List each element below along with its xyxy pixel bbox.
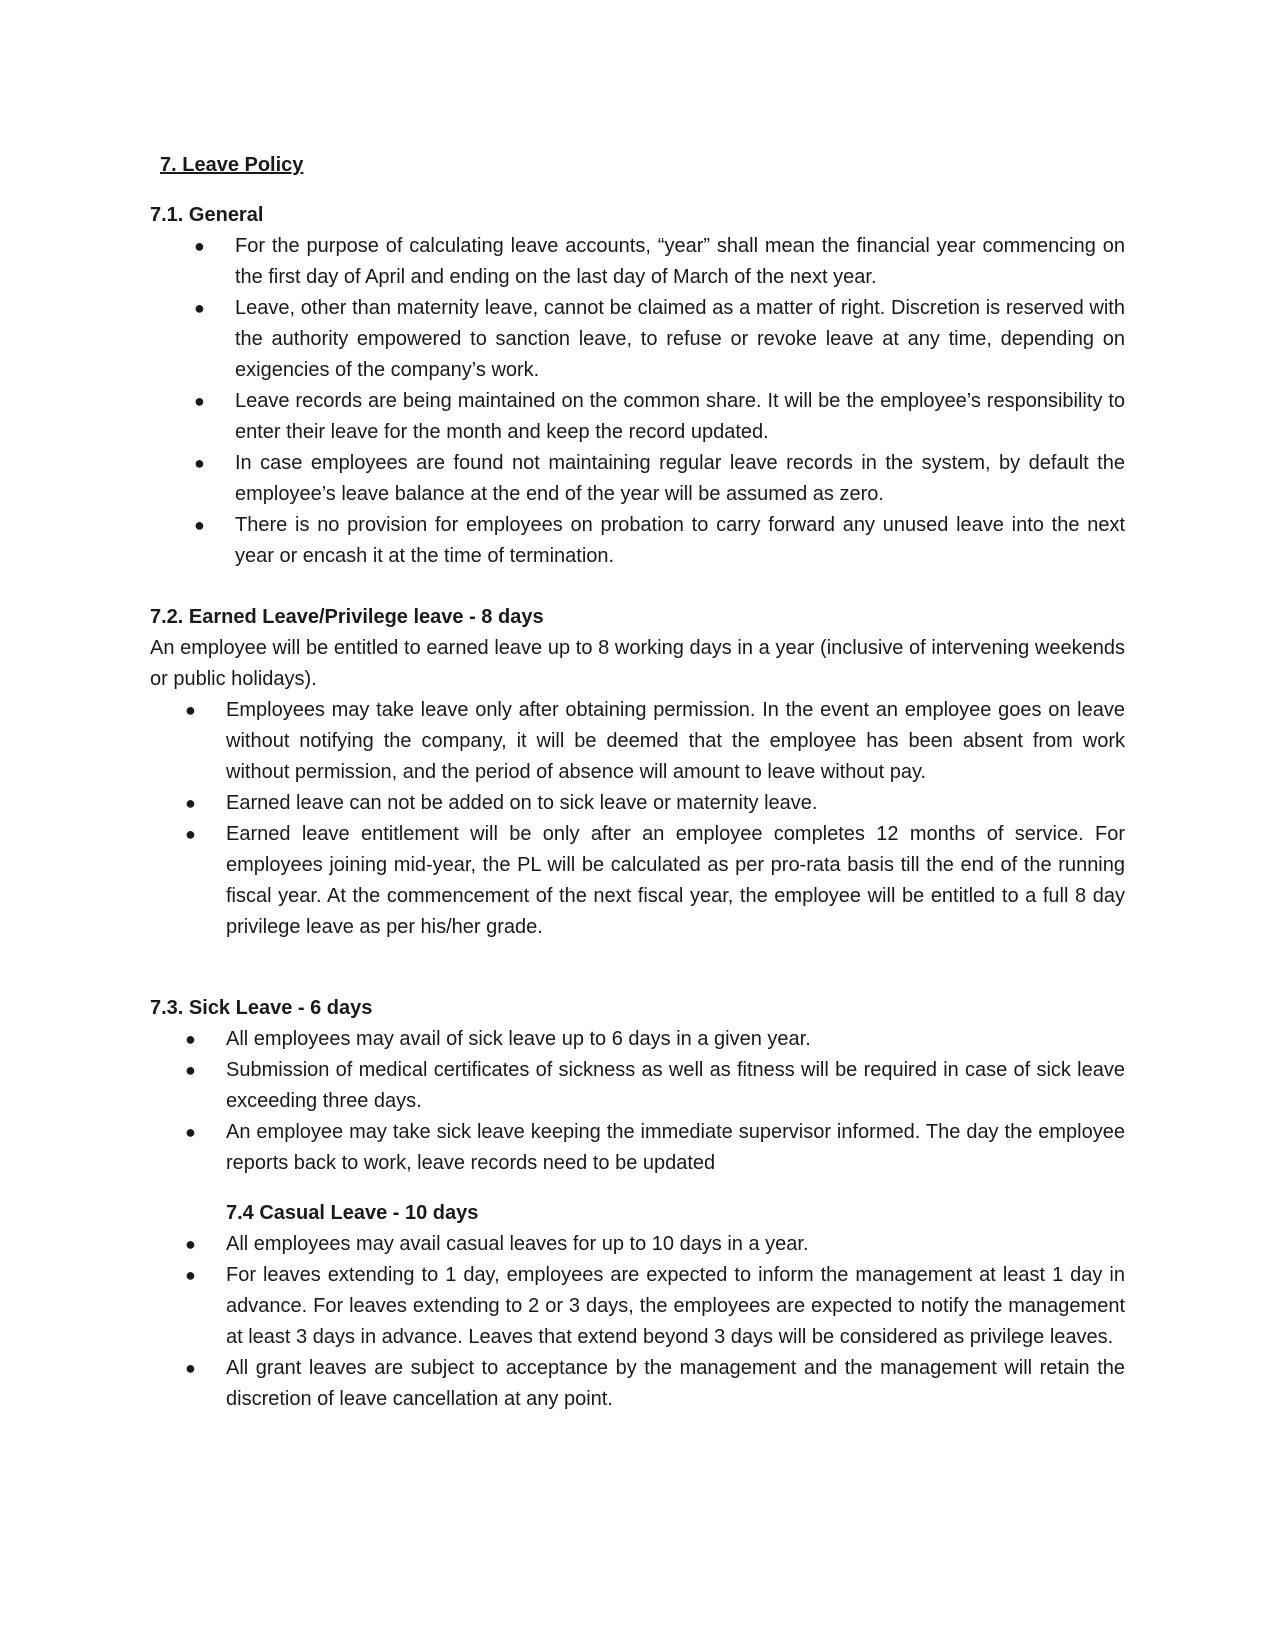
- list-item-text: Leave, other than maternity leave, cannot be claimed as a matter of right. Discretion is reserved with the authority empowered to sanction leave, to refuse or revoke leave at any time, depending on exigencies of the company’s work.: [235, 297, 1125, 381]
- list-item-text: All employees may avail of sick leave up to 6 days in a given year.: [226, 1028, 811, 1050]
- bullet-list: [150, 1024, 1125, 1179]
- list-item: [150, 1024, 1125, 1055]
- page-title: 7. Leave Policy: [160, 154, 304, 176]
- list-item-text: Earned leave entitlement will be only after an employee completes 12 months of service. For employees joining mid-year, the PL will be calculated as per pro-rata basis till the end of the running fiscal year. At the commencement of the next fiscal year, the employee will be entitled to a full 8 day privilege leave as per his/her grade.: [226, 823, 1125, 938]
- section-7-2: [150, 602, 1125, 943]
- section-intro: An employee will be entitled to earned leave up to 8 working days in a year (inclusive of intervening weekends or public holidays).: [150, 637, 1125, 690]
- bullet-icon: ●: [185, 1029, 196, 1049]
- section-heading: 7.1. General: [150, 204, 264, 226]
- bullet-icon: ●: [185, 1265, 196, 1285]
- list-item: [150, 695, 1125, 788]
- list-item-text: Submission of medical certificates of sickness as well as fitness will be required in case of sick leave exceeding three days.: [226, 1059, 1125, 1112]
- bullet-icon: ●: [185, 824, 196, 844]
- list-item: [150, 1353, 1125, 1415]
- section-heading: 7.2. Earned Leave/Privilege leave - 8 days: [150, 606, 544, 628]
- list-item-text: For leaves extending to 1 day, employees are expected to inform the management at least 1 day in advance. For leaves extending to 2 or 3 days, the employees are expected to notify the management at least 3 days in advance. Leaves that extend beyond 3 days will be considered as privilege leaves.: [226, 1264, 1125, 1348]
- bullet-icon: ●: [185, 1060, 196, 1080]
- list-item-text: Earned leave can not be added on to sick leave or maternity leave.: [226, 792, 818, 814]
- list-item: [150, 1260, 1125, 1353]
- bullet-icon: ●: [185, 1234, 196, 1254]
- section-heading-7-4: 7.4 Casual Leave - 10 days: [226, 1202, 479, 1224]
- list-item: [150, 1229, 1125, 1260]
- list-item-text: Leave records are being maintained on the common share. It will be the employee’s responsibility to enter their leave for the month and keep the record updated.: [235, 390, 1125, 443]
- section-7-3: [150, 993, 1125, 1415]
- list-item-text: All grant leaves are subject to acceptance by the management and the management will retain the discretion of leave cancellation at any point.: [226, 1357, 1125, 1410]
- bullet-icon: ●: [194, 298, 205, 318]
- section-heading: 7.3. Sick Leave - 6 days: [150, 997, 373, 1019]
- bullet-list: [150, 231, 1125, 572]
- list-item: [150, 1055, 1125, 1117]
- list-item-text: Employees may take leave only after obtaining permission. In the event an employee goes on leave without notifying the company, it will be deemed that the employee has been absent from work without permission, and the period of absence will amount to leave without pay.: [226, 699, 1125, 783]
- document-page: [150, 150, 1125, 1434]
- list-item: [150, 1117, 1125, 1179]
- bullet-icon: ●: [185, 793, 196, 813]
- section-7-1: [150, 200, 1125, 572]
- list-item-text: In case employees are found not maintaining regular leave records in the system, by default the employee’s leave balance at the end of the year will be assumed as zero.: [235, 452, 1125, 505]
- list-item: [150, 788, 1125, 819]
- list-item-text: All employees may avail casual leaves for up to 10 days in a year.: [226, 1233, 809, 1255]
- list-item: [150, 448, 1125, 510]
- list-item: [150, 510, 1125, 572]
- list-item: [150, 231, 1125, 293]
- list-item-text: For the purpose of calculating leave accounts, “year” shall mean the financial year commencing on the first day of April and ending on the last day of March of the next year.: [235, 235, 1125, 288]
- bullet-icon: ●: [194, 515, 205, 535]
- bullet-icon: ●: [194, 391, 205, 411]
- bullet-icon: ●: [185, 1122, 196, 1142]
- list-item: [150, 386, 1125, 448]
- bullet-icon: ●: [185, 700, 196, 720]
- bullet-icon: ●: [194, 236, 205, 256]
- list-item: [150, 819, 1125, 943]
- bullet-list: [150, 695, 1125, 943]
- list-item: [150, 293, 1125, 386]
- bullet-icon: ●: [185, 1358, 196, 1378]
- bullet-list: [150, 1229, 1125, 1415]
- list-item-text: An employee may take sick leave keeping the immediate supervisor informed. The day the employee reports back to work, leave records need to be updated: [226, 1121, 1125, 1174]
- list-item-text: There is no provision for employees on probation to carry forward any unused leave into the next year or encash it at the time of termination.: [235, 514, 1125, 567]
- bullet-icon: ●: [194, 453, 205, 473]
